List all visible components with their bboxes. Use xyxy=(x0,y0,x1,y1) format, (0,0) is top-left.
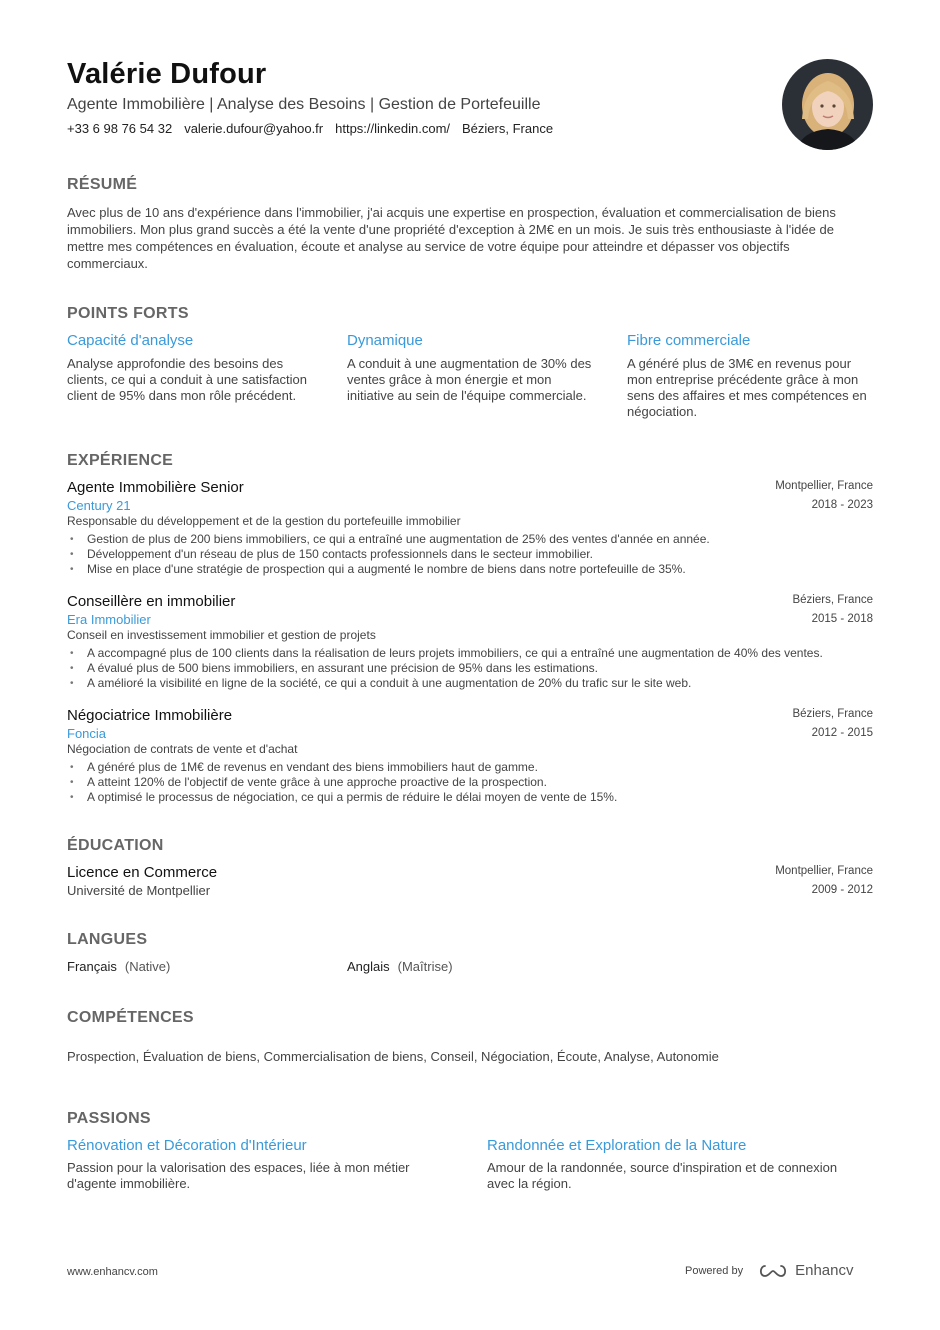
language-level: (Maîtrise) xyxy=(397,959,453,974)
experience-location: Béziers, France xyxy=(792,708,873,720)
strength-title: Dynamique xyxy=(347,332,423,349)
experience-bullets xyxy=(67,532,873,577)
education-location: Montpellier, France xyxy=(775,865,873,877)
experience-item xyxy=(67,707,873,805)
bullet-item xyxy=(67,676,873,691)
contact-phone[interactable]: +33 6 98 76 54 32 xyxy=(67,121,173,136)
education-school: Université de Montpellier xyxy=(67,883,211,898)
experience-dates: 2012 - 2015 xyxy=(811,727,873,739)
experience-meta xyxy=(792,705,873,743)
experience-heading: EXPÉRIENCE xyxy=(67,452,174,469)
experience-role: Négociatrice Immobilière xyxy=(67,707,233,724)
language-level: (Native) xyxy=(124,959,171,974)
experience-meta xyxy=(775,477,873,515)
summary-text: Avec plus de 10 ans d'expérience dans l'immobilier, j'ai acquis une expertise en prospection, évaluation et commercialisation de biens immobiliers. Mon plus grand succès a été la vente d'une propriété d'exception à 2M€ en un mois. Je suis très enthousiaste à l'idée de mettre mes compétences en évaluation, écoute et analyse au service de votre équipe pour atteindre et dépasser vos objectifs commerciaux. xyxy=(67,205,836,271)
strength-description: A conduit à une augmentation de 30% des ventes grâce à mon énergie et mon initiative au sein de l'équipe commerciale. xyxy=(347,356,592,403)
education-item xyxy=(67,864,873,898)
bullet-text: A généré plus de 1M€ de revenus en vendant des biens immobiliers haut de gamme. xyxy=(87,760,538,774)
bullet-dot-icon: • xyxy=(70,564,74,575)
strength-title: Fibre commerciale xyxy=(627,332,751,349)
profile-photo xyxy=(782,59,873,150)
experience-description: Responsable du développement et de la gestion du portefeuille immobilier xyxy=(67,514,461,528)
bullet-dot-icon: • xyxy=(70,678,74,689)
experience-location: Béziers, France xyxy=(792,594,873,606)
experience-description: Conseil en investissement immobilier et gestion de projets xyxy=(67,628,376,642)
education-meta xyxy=(775,862,873,900)
contact-linkedin[interactable]: https://linkedin.com/ xyxy=(335,121,451,136)
footer-website-link[interactable]: www.enhancv.com xyxy=(67,1266,158,1278)
experience-bullets xyxy=(67,646,873,691)
experience-item xyxy=(67,593,873,691)
language-name: Français xyxy=(67,959,117,974)
contact-line xyxy=(67,121,553,136)
summary-heading: RÉSUMÉ xyxy=(67,176,138,193)
bullet-text: A évalué plus de 500 biens immobiliers, en assurant une précision de 95% dans les estimations. xyxy=(87,661,598,675)
strength-description: Analyse approfondie des besoins des clients, ce qui a conduit à une satisfaction client de 95% dans mon rôle précédent. xyxy=(67,356,307,403)
bullet-dot-icon: • xyxy=(70,777,74,788)
bullet-item xyxy=(67,547,873,562)
bullet-text: A optimisé le processus de négociation, ce qui a permis de réduire le délai moyen de vente de 15%. xyxy=(87,790,618,804)
passions-heading: PASSIONS xyxy=(67,1110,151,1127)
experience-company[interactable]: Foncia xyxy=(67,726,107,741)
powered-by-label: Powered by xyxy=(685,1264,744,1277)
languages-heading: LANGUES xyxy=(67,931,148,948)
bullet-text: Développement d'un réseau de plus de 150 contacts professionnels dans le secteur immobilier. xyxy=(87,547,593,561)
bullet-text: A amélioré la visibilité en ligne de la société, ce qui a conduit à une augmentation de 20% du trafic sur le site web. xyxy=(87,676,692,690)
experience-company[interactable]: Century 21 xyxy=(67,498,131,513)
bullet-item xyxy=(67,775,873,790)
bullet-item xyxy=(67,790,873,805)
portrait-illustration xyxy=(782,59,873,150)
passion-description: Passion pour la valorisation des espaces, liée à mon métier d'agente immobilière. xyxy=(67,1160,410,1191)
bullet-dot-icon: • xyxy=(70,549,74,560)
bullet-text: A atteint 120% de l'objectif de vente grâce à une approche proactive de la prospection. xyxy=(87,775,547,789)
brand-name: Enhancv xyxy=(795,1262,854,1279)
passion-title: Randonnée et Exploration de la Nature xyxy=(487,1137,747,1154)
experience-meta xyxy=(792,591,873,629)
bullet-dot-icon: • xyxy=(70,648,74,659)
passion-title: Rénovation et Décoration d'Intérieur xyxy=(67,1137,307,1154)
skills-list: Prospection, Évaluation de biens, Commercialisation de biens, Conseil, Négociation, Écoute, Analyse, Autonomie xyxy=(67,1049,719,1064)
education-dates: 2009 - 2012 xyxy=(811,884,873,896)
contact-email[interactable]: valerie.dufour@yahoo.fr xyxy=(184,121,324,136)
strength-item xyxy=(627,332,877,420)
experience-description: Négociation de contrats de vente et d'achat xyxy=(67,742,298,756)
strength-title: Capacité d'analyse xyxy=(67,332,194,349)
experience-dates: 2018 - 2023 xyxy=(811,499,873,511)
skills-heading: COMPÉTENCES xyxy=(67,1009,194,1026)
passion-item xyxy=(67,1137,447,1192)
experience-company[interactable]: Era Immobilier xyxy=(67,612,151,627)
experience-role: Agente Immobilière Senior xyxy=(67,479,244,496)
contact-location: Béziers, France xyxy=(462,121,554,136)
bullet-item xyxy=(67,532,873,547)
enhancv-logo-icon xyxy=(757,1263,789,1279)
experience-item xyxy=(67,479,873,577)
strength-item xyxy=(347,332,597,404)
bullet-item xyxy=(67,661,873,676)
footer-branding xyxy=(685,1262,853,1279)
language-item xyxy=(347,959,453,974)
bullet-dot-icon: • xyxy=(70,663,74,674)
experience-bullets xyxy=(67,760,873,805)
passion-item xyxy=(487,1137,867,1192)
language-name: Anglais xyxy=(347,959,390,974)
bullet-dot-icon: • xyxy=(70,534,74,545)
bullet-text: A accompagné plus de 100 clients dans la réalisation de leurs projets immobiliers, ce qui a entraîné une augmentation de 40% des ventes. xyxy=(87,646,823,660)
strengths-heading: POINTS FORTS xyxy=(67,305,189,322)
bullet-item xyxy=(67,562,873,577)
language-item xyxy=(67,959,170,974)
education-degree: Licence en Commerce xyxy=(67,864,218,881)
experience-location: Montpellier, France xyxy=(775,480,873,492)
brand-link[interactable] xyxy=(757,1262,853,1279)
education-heading: ÉDUCATION xyxy=(67,837,164,854)
bullet-text: Mise en place d'une stratégie de prospection qui a augmenté le nombre de biens dans notre portefeuille de 35%. xyxy=(87,562,686,576)
passion-description: Amour de la randonnée, source d'inspiration et de connexion avec la région. xyxy=(487,1160,838,1191)
bullet-item xyxy=(67,646,873,661)
bullet-dot-icon: • xyxy=(70,792,74,803)
bullet-item xyxy=(67,760,873,775)
strength-item xyxy=(67,332,317,404)
strength-description: A généré plus de 3M€ en revenus pour mon entreprise précédente grâce à mon sens des affaires et mes compétences en négociation. xyxy=(627,356,867,419)
bullet-text: Gestion de plus de 200 biens immobiliers, ce qui a entraîné une augmentation de 25% des ventes d'année en année. xyxy=(87,532,710,546)
bullet-dot-icon: • xyxy=(70,762,74,773)
candidate-headline: Agente Immobilière | Analyse des Besoins | Gestion de Portefeuille xyxy=(67,96,541,113)
experience-role: Conseillère en immobilier xyxy=(67,593,236,610)
candidate-name: Valérie Dufour xyxy=(67,58,267,90)
experience-dates: 2015 - 2018 xyxy=(811,613,873,625)
